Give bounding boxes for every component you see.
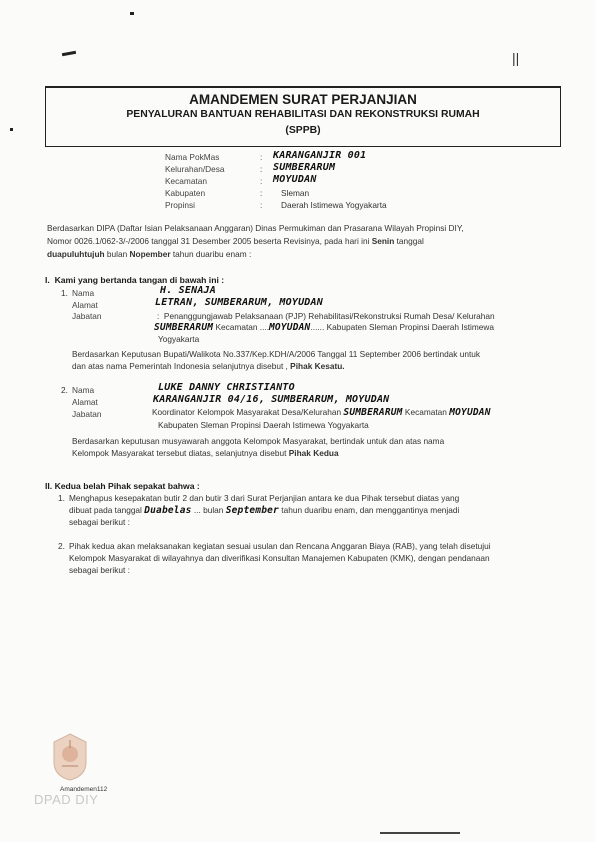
intro-line: Berdasarkan DIPA (Daftar Isian Pelaksanaan Anggaran) Dinas Permukiman dan Prasarana Wilayah Propinsi DIY, bbox=[47, 223, 464, 233]
item1-line: dibuat pada tanggal Duabelas ... bulan September tahun duaribu enam, dan menggantinya menjadi bbox=[69, 505, 460, 516]
party1-address-value: LETRAN, SUMBERARUM, MOYUDAN bbox=[155, 297, 323, 308]
identity-value: KARANGANJIR 001 bbox=[273, 150, 367, 161]
identity-value: SUMBERARUM bbox=[273, 162, 336, 173]
document-subtitle: PENYALURAN BANTUAN REHABILITASI DAN REKONSTRUKSI RUMAH bbox=[126, 109, 480, 120]
party1-desa-hand: SUMBERARUM bbox=[154, 322, 214, 333]
scan-speck bbox=[380, 832, 460, 834]
party2-role: Pihak Kedua bbox=[288, 448, 339, 458]
document-title: AMANDEMEN SURAT PERJANJIAN bbox=[189, 92, 417, 107]
intro-month: Nopember bbox=[129, 249, 171, 259]
intro-date-words: duapuluhtujuh bbox=[47, 249, 105, 259]
item1-number: 1. bbox=[58, 493, 65, 503]
identity-value: Daerah Istimewa Yogyakarta bbox=[281, 200, 387, 210]
party2-name-value: LUKE DANNY CHRISTIANTO bbox=[158, 382, 295, 393]
item1-line: sebagai berikut : bbox=[69, 517, 130, 527]
identity-sep: : bbox=[260, 152, 263, 162]
party2-desa-hand: SUMBERARUM bbox=[343, 407, 403, 418]
watermark: DPAD DIY bbox=[34, 792, 99, 807]
party2-kecamatan-hand: MOYUDAN bbox=[449, 407, 491, 418]
party1-address-label: Alamat bbox=[72, 300, 98, 310]
party2-number: 2. bbox=[61, 385, 68, 395]
document-code: (SPPB) bbox=[285, 125, 321, 136]
intro-line: duapuluhtujuh bulan Nopember tahun duaribu enam : bbox=[47, 249, 252, 259]
party1-basis-line: dan atas nama Pemerintah Indonesia selanjutnya disebut , Pihak Kesatu. bbox=[72, 361, 345, 371]
section-two-heading: II. Kedua belah Pihak sepakat bahwa : bbox=[45, 481, 200, 491]
party1-position-line: SUMBERARUM Kecamatan ....MOYUDAN...... Kabupaten Sleman Propinsi Daerah Istimewa bbox=[154, 322, 495, 333]
item1-line: Menghapus kesepakatan butir 2 dan butir 3 dari Surat Perjanjian antara ke dua Pihak tersebut diatas yang bbox=[69, 493, 460, 503]
party1-position-label: Jabatan bbox=[72, 311, 102, 321]
scan-speck bbox=[130, 12, 134, 15]
party2-position-label: Jabatan bbox=[72, 409, 102, 419]
party2-position-line: Kabupaten Sleman Propinsi Daerah Istimewa Yogyakarta bbox=[158, 420, 369, 430]
party1-name-value: H. SENAJA bbox=[160, 285, 216, 296]
party2-address-value: KARANGANJIR 04/16, SUMBERARUM, MOYUDAN bbox=[153, 394, 390, 405]
identity-value: MOYUDAN bbox=[273, 174, 317, 185]
item2-line: Kelompok Masyarakat di wilayahnya dan diverifikasi Konsultan Manajemen Kabupaten (KMK), dengan pendanaan bbox=[69, 553, 490, 563]
scan-speck bbox=[10, 128, 13, 131]
party2-basis-line: Berdasarkan keputusan musyawarah anggota Kelompok Masyarakat, bertindak untuk dan atas nama bbox=[72, 436, 445, 446]
party1-name-label: Nama bbox=[72, 288, 95, 298]
identity-sep: : bbox=[260, 188, 263, 198]
party1-basis-line: Berdasarkan Keputusan Bupati/Walikota No.337/Kep.KDH/A/2006 Tanggal 11 September 2006 bertindak untuk bbox=[72, 349, 481, 359]
section-one-heading: I. Kami yang bertanda tangan di bawah ini : bbox=[45, 275, 225, 285]
party1-role: Pihak Kesatu. bbox=[290, 361, 345, 371]
document-code-footer: Amandemen112 bbox=[60, 786, 108, 793]
party2-address-label: Alamat bbox=[72, 397, 98, 407]
identity-label: Nama PokMas bbox=[165, 152, 220, 162]
party2-position-line: Koordinator Kelompok Masyarakat Desa/Kelurahan SUMBERARUM Kecamatan MOYUDAN bbox=[152, 407, 491, 418]
identity-sep: : bbox=[260, 200, 263, 210]
party1-position-line: Yogyakarta bbox=[158, 334, 200, 344]
item2-line: sebagai berikut : bbox=[69, 565, 130, 575]
party2-basis-line: Kelompok Masyarakat tersebut diatas, selanjutnya disebut Pihak Kedua bbox=[72, 448, 339, 458]
item2-number: 2. bbox=[58, 541, 65, 551]
item2-line: Pihak kedua akan melaksanakan kegiatan sesuai usulan dan Rencana Anggaran Biaya (RAB), yang telah disetujui bbox=[69, 541, 491, 551]
party1-kecamatan-hand: MOYUDAN bbox=[269, 322, 311, 333]
identity-label: Kelurahan/Desa bbox=[165, 164, 225, 174]
party1-number: 1. bbox=[61, 288, 68, 298]
regional-seal-icon bbox=[50, 732, 90, 782]
identity-label: Kecamatan bbox=[165, 176, 207, 186]
party2-name-label: Nama bbox=[72, 385, 95, 395]
title-box bbox=[45, 86, 561, 147]
identity-label: Propinsi bbox=[165, 200, 195, 210]
intro-line: Nomor 0026.1/062-3/-/2006 tanggal 31 Desember 2005 beserta Revisinya, pada hari ini Senin tanggal bbox=[47, 236, 424, 246]
identity-label: Kabupaten bbox=[165, 188, 206, 198]
corner-mark: || bbox=[512, 50, 520, 66]
item1-day-hand: Duabelas bbox=[144, 505, 192, 516]
identity-sep: : bbox=[260, 164, 263, 174]
intro-day: Senin bbox=[371, 236, 395, 246]
scan-speck bbox=[62, 51, 76, 56]
party1-position-line: : Penanggungjawab Pelaksanaan (PJP) Rehabilitasi/Rekonstruksi Rumah Desa/ Kelurahan bbox=[157, 311, 495, 321]
identity-value: Sleman bbox=[281, 188, 310, 198]
identity-sep: : bbox=[260, 176, 263, 186]
item1-month-hand: September bbox=[225, 505, 279, 516]
